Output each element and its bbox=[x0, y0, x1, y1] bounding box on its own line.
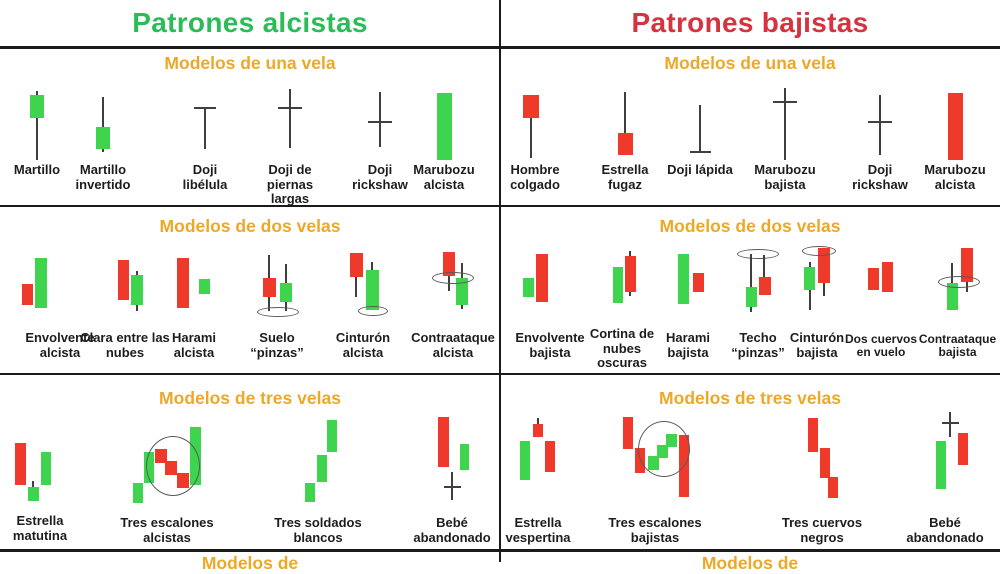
pattern-label: Cortina de nubes oscuras bbox=[589, 326, 655, 371]
highlight-ellipse bbox=[358, 306, 388, 316]
candle-body-bearish bbox=[828, 477, 838, 498]
pattern-label: Martillo invertido bbox=[75, 162, 131, 192]
pattern-label: Harami alcista bbox=[171, 330, 217, 360]
pattern-label: Hombre colgado bbox=[510, 162, 560, 192]
candle-wick bbox=[530, 116, 532, 158]
pattern-label: Doji de piernas largas bbox=[266, 162, 314, 207]
pattern-label: Bebé abandonado bbox=[906, 515, 984, 545]
pattern-label: Tres escalones bajistas bbox=[608, 515, 702, 545]
candle-body-bullish bbox=[199, 279, 210, 294]
candle-wick bbox=[355, 277, 357, 297]
highlight-ellipse bbox=[938, 276, 980, 288]
highlight-ellipse bbox=[638, 421, 690, 477]
candle-body-bullish bbox=[804, 267, 815, 290]
candle-body-bullish bbox=[317, 455, 327, 482]
heading-dos-velas-right: Modelos de dos velas bbox=[659, 216, 841, 236]
candle-body-bullish bbox=[936, 441, 946, 489]
candle-wick bbox=[823, 283, 825, 296]
candle-body-bearish bbox=[438, 417, 449, 467]
candle-body-bullish bbox=[327, 420, 337, 452]
pattern-label: Bebé abandonado bbox=[413, 515, 491, 545]
candle-body-bearish bbox=[808, 418, 818, 452]
pattern-label: Estrella vespertina bbox=[505, 515, 571, 545]
candle-body-bullish bbox=[131, 275, 143, 305]
candle-body-bearish bbox=[22, 284, 33, 305]
highlight-ellipse bbox=[432, 272, 474, 284]
pattern-label: Doji lápida bbox=[667, 162, 733, 177]
doji-crossbar bbox=[773, 101, 797, 103]
pattern-label: Contraataque bajista bbox=[918, 332, 997, 360]
candle-wick bbox=[379, 92, 381, 147]
doji-crossbar bbox=[868, 121, 892, 123]
heading-una-vela-left: Modelos de una vela bbox=[164, 53, 336, 73]
clipped-next-section-right: Modelos de bbox=[701, 553, 799, 573]
heading-una-vela-right: Modelos de una vela bbox=[664, 53, 836, 73]
doji-crossbar bbox=[368, 121, 392, 123]
pattern-label: Estrella matutina bbox=[12, 513, 68, 543]
pattern-label: Martillo bbox=[13, 162, 61, 177]
candle-body-bearish bbox=[545, 441, 555, 472]
title-patrones-bajistas: Patrones bajistas bbox=[631, 7, 869, 38]
candle-wick bbox=[879, 95, 881, 155]
candle-body-bearish bbox=[177, 258, 189, 308]
pattern-label: Dos cuervos en vuelo bbox=[844, 332, 918, 360]
candle-body-bearish bbox=[523, 95, 539, 118]
center-divider bbox=[499, 0, 501, 562]
candle-body-bearish bbox=[759, 277, 771, 295]
candle-body-bearish bbox=[15, 443, 26, 485]
candle-wick bbox=[289, 89, 291, 148]
candle-body-bearish bbox=[948, 93, 963, 160]
candle-wick bbox=[204, 108, 206, 149]
candle-wick bbox=[624, 92, 626, 134]
candle-body-bearish bbox=[350, 253, 363, 277]
doji-crossbar bbox=[444, 486, 461, 488]
pattern-label: Estrella fugaz bbox=[601, 162, 649, 192]
heading-tres-velas-left: Modelos de tres velas bbox=[159, 388, 341, 408]
pattern-label: Cinturón alcista bbox=[335, 330, 391, 360]
candle-body-bullish bbox=[613, 267, 623, 303]
pattern-label: Marubozu bajista bbox=[754, 162, 816, 192]
candle-body-bullish bbox=[520, 441, 530, 480]
highlight-ellipse bbox=[146, 436, 200, 496]
doji-crossbar bbox=[690, 151, 711, 153]
candle-body-bullish bbox=[133, 483, 143, 503]
clipped-next-section-left: Modelos de bbox=[201, 553, 299, 573]
pattern-label: Marubozu alcista bbox=[924, 162, 986, 192]
candle-body-bearish bbox=[820, 448, 830, 478]
candle-body-bullish bbox=[678, 254, 689, 304]
candle-body-bullish bbox=[366, 270, 379, 310]
candle-body-bullish bbox=[96, 127, 110, 149]
pattern-label: Tres cuervos negros bbox=[781, 515, 863, 545]
highlight-ellipse bbox=[802, 246, 836, 256]
pattern-label: Tres soldados blancos bbox=[274, 515, 362, 545]
pattern-label: Contraataque alcista bbox=[411, 330, 495, 360]
pattern-label: Envolvente alcista bbox=[25, 330, 95, 360]
pattern-label: Clara entre las nubes bbox=[80, 330, 170, 360]
doji-crossbar bbox=[278, 107, 302, 109]
candle-body-bullish bbox=[460, 444, 469, 470]
candle-body-bearish bbox=[533, 424, 543, 437]
candle-body-bullish bbox=[35, 258, 47, 308]
pattern-label: Harami bajista bbox=[665, 330, 711, 360]
candle-body-bullish bbox=[437, 93, 452, 160]
candle-wick bbox=[699, 105, 701, 152]
candle-body-bearish bbox=[625, 256, 636, 292]
highlight-ellipse bbox=[257, 307, 299, 317]
title-patrones-alcistas: Patrones alcistas bbox=[132, 7, 368, 38]
candle-body-bullish bbox=[30, 95, 44, 118]
candle-body-bearish bbox=[618, 133, 633, 155]
pattern-label: Envolvente bajista bbox=[515, 330, 585, 360]
candle-body-bearish bbox=[623, 417, 633, 449]
candle-body-bullish bbox=[305, 483, 315, 502]
candle-body-bullish bbox=[41, 452, 51, 485]
candle-body-bullish bbox=[28, 487, 39, 501]
candle-wick bbox=[784, 88, 786, 160]
pattern-label: Doji rickshaw bbox=[852, 162, 908, 192]
pattern-label: Marubozu alcista bbox=[413, 162, 475, 192]
candle-body-bearish bbox=[868, 268, 879, 290]
pattern-label: Suelo “pinzas” bbox=[250, 330, 304, 360]
candle-body-bullish bbox=[523, 278, 534, 297]
pattern-label: Doji libélula bbox=[182, 162, 228, 192]
pattern-label: Cinturón bajista bbox=[789, 330, 845, 360]
candle-body-bearish bbox=[882, 262, 893, 292]
candle-body-bearish bbox=[536, 254, 548, 302]
pattern-label: Techo “pinzas” bbox=[731, 330, 785, 360]
candle-body-bullish bbox=[280, 283, 292, 302]
candle-wick bbox=[949, 412, 951, 437]
candle-body-bearish bbox=[118, 260, 129, 300]
candle-body-bullish bbox=[746, 287, 757, 307]
candle-body-bearish bbox=[693, 273, 704, 292]
candle-body-bearish bbox=[958, 433, 968, 465]
candle-body-bearish bbox=[263, 278, 276, 297]
doji-crossbar bbox=[942, 422, 959, 424]
heading-dos-velas-left: Modelos de dos velas bbox=[159, 216, 341, 236]
pattern-label: Tres escalones alcistas bbox=[120, 515, 214, 545]
pattern-label: Doji rickshaw bbox=[352, 162, 408, 192]
highlight-ellipse bbox=[737, 249, 779, 259]
heading-tres-velas-right: Modelos de tres velas bbox=[659, 388, 841, 408]
